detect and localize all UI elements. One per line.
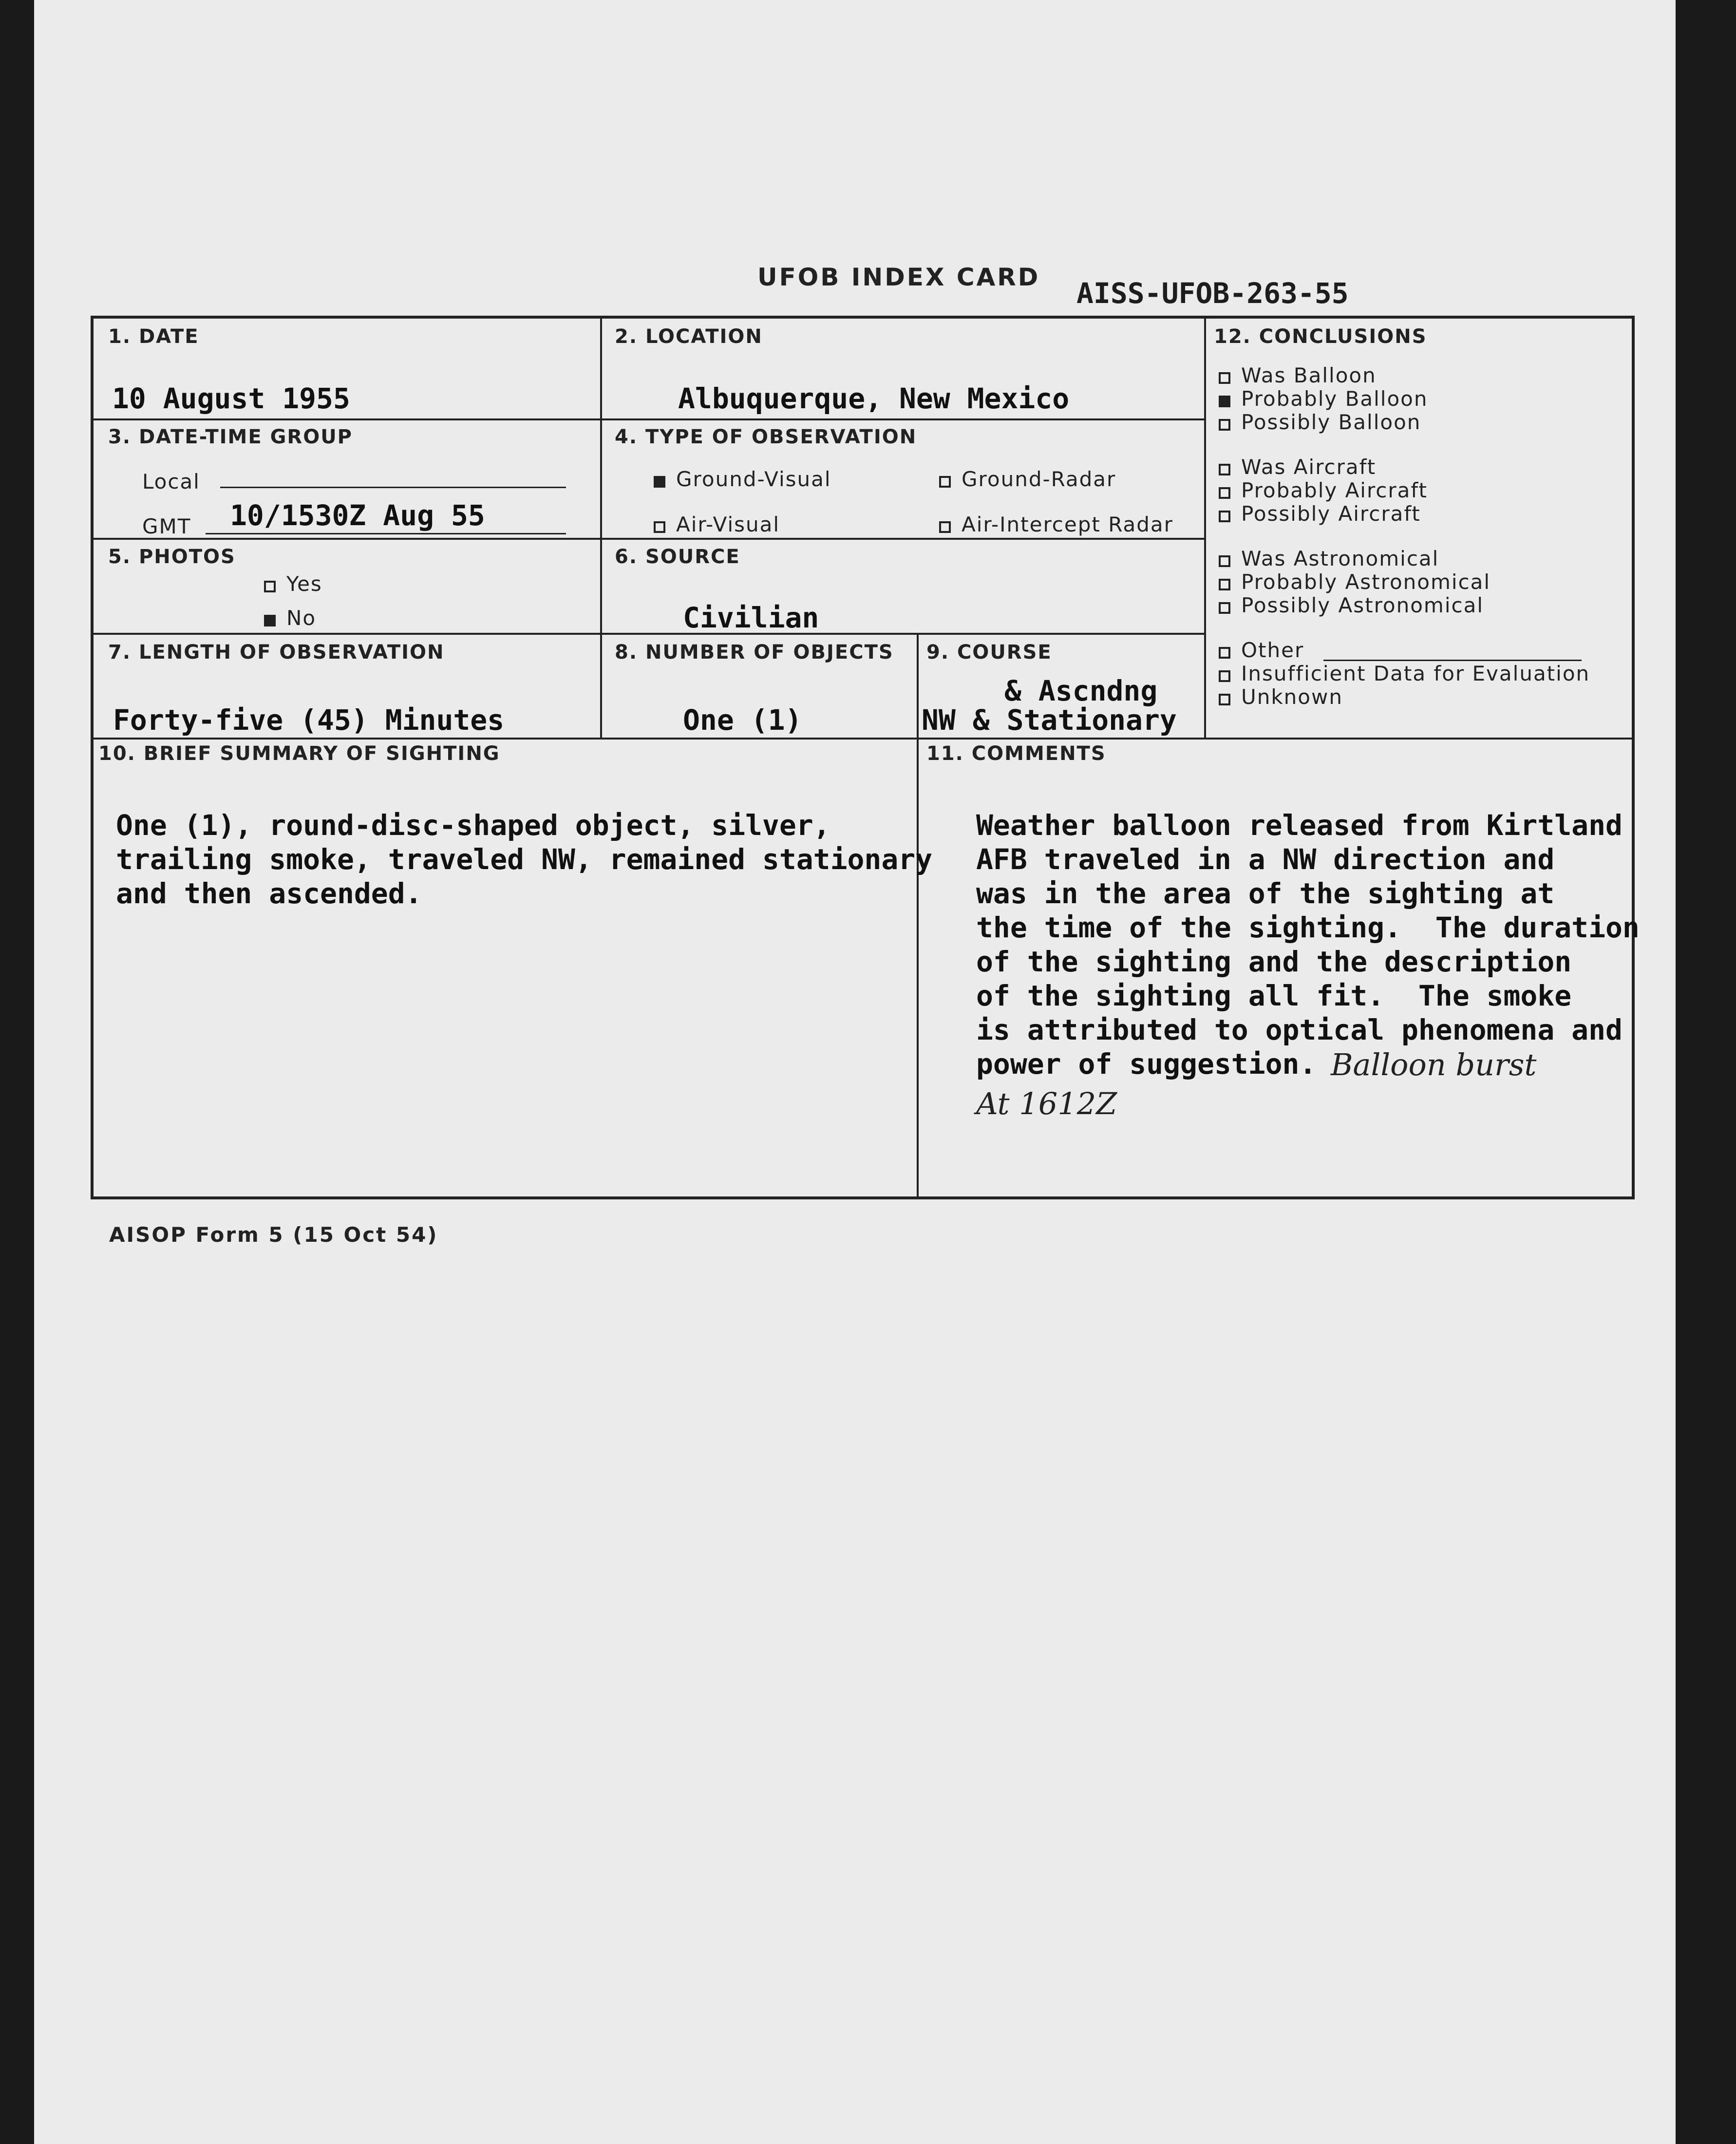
row-divider-1 — [94, 418, 1204, 420]
row-divider-3 — [94, 633, 1204, 635]
location-label: 2. LOCATION — [615, 325, 763, 348]
col-divider-1 — [600, 319, 602, 738]
col-divider-2 — [917, 633, 919, 1198]
checkbox — [264, 581, 276, 592]
option-ground-visual: Ground-Visual — [654, 467, 831, 491]
length-value: Forty-five (45) Minutes — [113, 703, 505, 737]
local-label: Local — [142, 470, 200, 493]
option-photos-yes: Yes — [264, 572, 322, 596]
comments-label: 11. COMMENTS — [926, 742, 1106, 765]
objects-label: 8. NUMBER OF OBJECTS — [615, 641, 894, 664]
gmt-label: GMT — [142, 514, 191, 538]
checkbox — [1219, 670, 1230, 682]
checkbox — [939, 521, 951, 533]
observation-type-label: 4. TYPE OF OBSERVATION — [615, 426, 917, 448]
checkbox — [1219, 579, 1230, 590]
option-possibly-astronomical: Possibly Astronomical — [1219, 593, 1484, 617]
checkbox-checked — [1219, 396, 1230, 407]
location-value: Albuquerque, New Mexico — [678, 382, 1070, 415]
gmt-value: 10/1530Z Aug 55 — [230, 499, 485, 532]
option-ground-radar: Ground-Radar — [939, 467, 1116, 491]
checkbox — [1219, 419, 1230, 431]
local-field-line — [220, 487, 566, 488]
checkbox — [1219, 464, 1230, 475]
objects-value: One (1) — [683, 703, 802, 737]
source-label: 6. SOURCE — [615, 546, 740, 568]
summary-text: One (1), round-disc-shaped object, silver, trailing smoke, traveled NW, remained stationary and then ascended. — [116, 809, 933, 910]
checkbox — [654, 521, 665, 533]
length-label: 7. LENGTH OF OBSERVATION — [108, 641, 445, 664]
card-title: UFOB INDEX CARD — [757, 263, 1040, 291]
course-line-1: & Ascndng — [1004, 674, 1158, 707]
handwritten-note-2: At 1612Z — [976, 1086, 1117, 1121]
row-divider-4 — [94, 738, 1633, 740]
course-line-2: NW & Stationary — [922, 703, 1177, 737]
checkbox — [1219, 487, 1230, 499]
option-probably-aircraft: Probably Aircraft — [1219, 478, 1428, 502]
option-probably-balloon: Probably Balloon — [1219, 387, 1428, 411]
date-label: 1. DATE — [108, 325, 199, 348]
checkbox — [939, 476, 951, 488]
source-value: Civilian — [683, 601, 819, 634]
gmt-field-line — [206, 533, 566, 534]
option-unknown: Unknown — [1219, 685, 1343, 709]
option-air-visual: Air-Visual — [654, 512, 780, 536]
option-was-astronomical: Was Astronomical — [1219, 547, 1439, 570]
other-field-line — [1323, 660, 1582, 661]
option-possibly-balloon: Possibly Balloon — [1219, 410, 1421, 434]
option-was-balloon: Was Balloon — [1219, 363, 1377, 387]
col-divider-3 — [1204, 319, 1206, 738]
option-possibly-aircraft: Possibly Aircraft — [1219, 502, 1421, 526]
checkbox — [1219, 602, 1230, 614]
summary-label: 10. BRIEF SUMMARY OF SIGHTING — [98, 742, 500, 765]
date-value: 10 August 1955 — [112, 382, 350, 415]
option-was-aircraft: Was Aircraft — [1219, 455, 1376, 479]
checkbox-checked — [264, 615, 276, 626]
checkbox — [1219, 694, 1230, 705]
form-number: AISOP Form 5 (15 Oct 54) — [109, 1223, 438, 1247]
comments-text: Weather balloon released from Kirtland AFB traveled in a NW direction and was in the area of the sighting at the time of the sighting. The duration of the sighting and the description of the sighting all fit. The smoke is attributed to optical phenomena and power of suggestion. — [976, 809, 1640, 1081]
card-id: AISS-UFOB-263-55 — [1076, 277, 1349, 310]
conclusions-label: 12. CONCLUSIONS — [1214, 325, 1427, 348]
date-time-group-label: 3. DATE-TIME GROUP — [108, 426, 353, 448]
option-insufficient-data: Insufficient Data for Evaluation — [1219, 662, 1590, 685]
course-label: 9. COURSE — [926, 641, 1052, 664]
index-card-form — [91, 316, 1640, 1199]
checkbox — [1219, 555, 1230, 567]
checkbox — [1219, 511, 1230, 522]
checkbox-checked — [654, 476, 665, 488]
checkbox — [1219, 647, 1230, 659]
row-divider-2 — [94, 538, 1204, 540]
option-other: Other — [1219, 638, 1304, 662]
option-air-intercept-radar: Air-Intercept Radar — [939, 512, 1173, 536]
checkbox — [1219, 372, 1230, 384]
option-photos-no: No — [264, 606, 316, 630]
photos-label: 5. PHOTOS — [108, 546, 236, 568]
option-probably-astronomical: Probably Astronomical — [1219, 570, 1491, 594]
handwritten-note-1: Balloon burst — [1331, 1047, 1537, 1082]
